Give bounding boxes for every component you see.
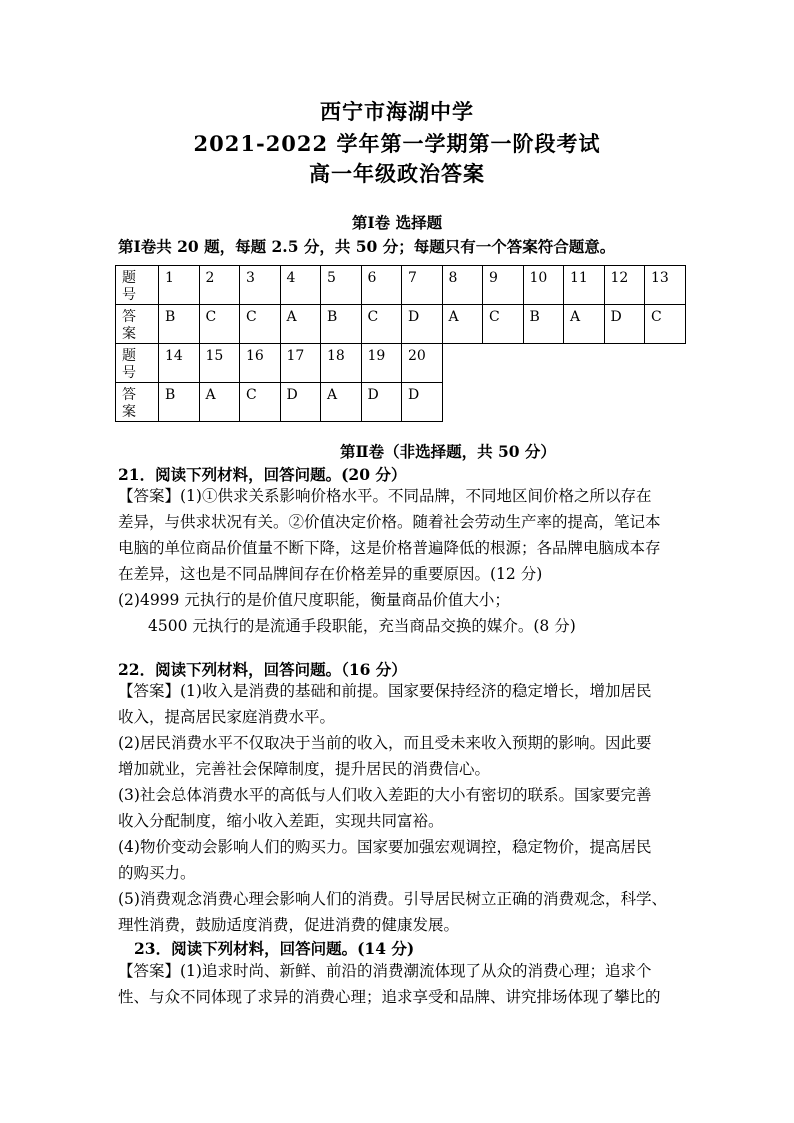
answer-cell: C [361,305,402,344]
q22-line: (4)物价变动会影响人们的购买力。国家要加强宏观调控，稳定物价，提高居民 [118,838,652,856]
question-number: 7 [402,266,443,305]
q21-line: 差异，与供求状况有关。②价值决定价格。随着社会劳动生产率的提高，笔记本 [118,513,661,531]
table-row [116,383,686,422]
question-number: 8 [442,266,483,305]
answer-table [115,265,686,422]
answer-cell: C [240,383,281,422]
q22-line: 收入分配制度，缩小收入差距，实现共同富裕。 [118,812,444,830]
table-row [116,344,686,383]
q21-line: 【答案】(1)①供求关系影响价格水平。不同品牌，不同地区间价格之所以存在 [118,487,652,505]
q22-line: (2)居民消费水平不仅取决于当前的收入，而且受未来收入预期的影响。因此要 [118,734,652,752]
exam-title: 2021-2022 学年第一学期第一阶段考试 [193,131,601,156]
q22-line: 理性消费，鼓励适度消费，促进消费的健康发展。 [118,916,460,934]
q22-heading: 22．阅读下列材料，回答问题。（16 分） [118,660,407,679]
q23-line: 性、与众不同体现了求异的消费心理；追求享受和品牌、讲究排场体现了攀比的 [118,988,661,1006]
answer-cell: C [199,305,240,344]
answer-cell: C [483,305,524,344]
q22-line: 【答案】(1)收入是消费的基础和前提。国家要保持经济的稳定增长，增加居民 [118,682,652,700]
question-number: 10 [523,266,564,305]
q21-line: 4500 元执行的是流通手段职能，充当商品交换的媒介。(8 分) [148,617,576,635]
q23-line: 【答案】(1)追求时尚、新鲜、前沿的消费潮流体现了从众的消费心理；追求个 [118,962,652,980]
q21-line: 在差异，这也是不同品牌间存在价格差异的重要原因。(12 分) [118,565,543,583]
q21-line: (2)4999 元执行的是价值尺度职能，衡量商品价值大小； [118,591,510,609]
answer-cell: B [523,305,564,344]
answer-cell: D [604,305,645,344]
table-row [116,305,686,344]
section1-instruction: 第Ⅰ卷共 20 题，每题 2.5 分，共 50 分；每题只有一个答案符合题意。 [118,237,616,256]
answer-cell: D [402,383,443,422]
table-row [116,266,686,305]
question-number: 18 [321,344,362,383]
question-number: 11 [564,266,605,305]
answer-cell: B [159,383,200,422]
question-number: 2 [199,266,240,305]
section1-title: 第Ⅰ卷 选择题 [351,213,443,232]
question-number: 9 [483,266,524,305]
answer-cell: C [240,305,281,344]
answer-label-cell: 答 案 [116,383,159,422]
answer-cell: A [564,305,605,344]
question-number: 3 [240,266,281,305]
answer-cell: D [402,305,443,344]
q22-line: 收入，提高居民家庭消费水平。 [118,708,336,726]
question-number: 13 [645,266,686,305]
answer-cell: A [321,383,362,422]
answer-cell: B [159,305,200,344]
q22-line: 增加就业，完善社会保障制度，提升居民的消费信心。 [118,760,491,778]
q23-heading: 23．阅读下列材料，回答问题。(14 分) [134,939,415,958]
question-number: 4 [280,266,321,305]
q22-line: (5)消费观念消费心理会影响人们的消费。引导居民树立正确的消费观念，科学、 [118,890,667,908]
question-label-cell: 题 号 [116,266,159,305]
school-title: 西宁市海湖中学 [320,99,474,124]
question-number: 17 [280,344,321,383]
answer-cell: A [199,383,240,422]
q22-line: 的购买力。 [118,864,196,882]
question-number: 14 [159,344,200,383]
answer-label-cell: 答 案 [116,305,159,344]
q21-line: 电脑的单位商品价值量不断下降，这是价格普遍降低的根源；各品牌电脑成本存 [118,539,661,557]
question-label-cell: 题 号 [116,344,159,383]
question-number: 6 [361,266,402,305]
subject-title: 高一年级政治答案 [309,161,485,186]
question-number: 5 [321,266,362,305]
answer-cell: C [645,305,686,344]
section2-title: 第Ⅱ卷（非选择题，共 50 分） [340,442,556,461]
question-number: 1 [159,266,200,305]
answer-cell: A [280,305,321,344]
question-number: 20 [402,344,443,383]
question-number: 15 [199,344,240,383]
answer-cell: D [361,383,402,422]
answer-cell: B [321,305,362,344]
question-number: 16 [240,344,281,383]
answer-cell: A [442,305,483,344]
question-number: 12 [604,266,645,305]
q21-heading: 21．阅读下列材料，回答问题。(20 分） [118,465,407,484]
answer-cell: D [280,383,321,422]
question-number: 19 [361,344,402,383]
q22-line: (3)社会总体消费水平的高低与人们收入差距的大小有密切的联系。国家要完善 [118,786,652,804]
